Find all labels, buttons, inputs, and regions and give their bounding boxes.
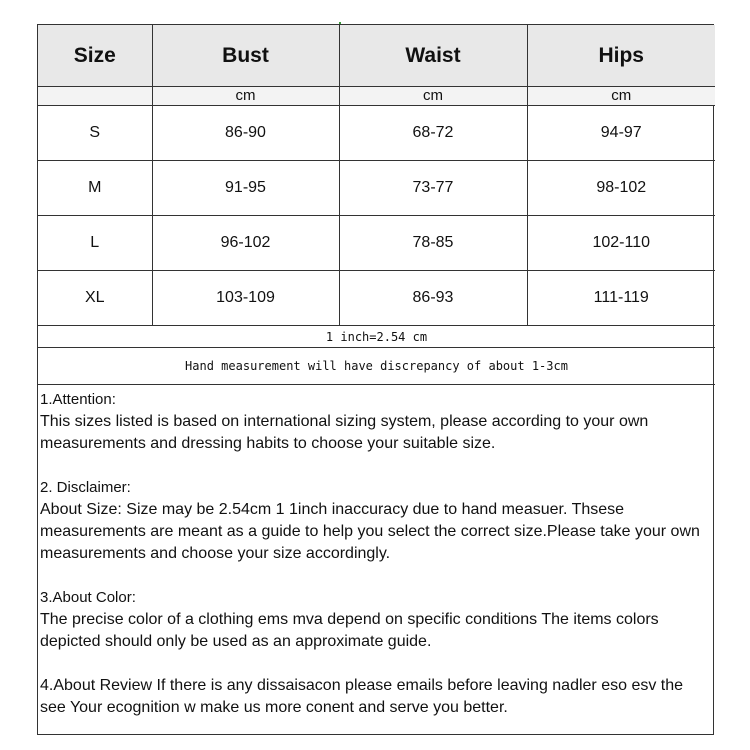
section-body: This sizes listed is based on international sizing system, please according to your own measurements and dressing habits to choose your suitable size. [40,413,649,452]
size-cell: XL [38,271,152,326]
measurement-row [38,348,715,385]
section-title: 1.Attention: [40,391,116,408]
table-row [38,216,715,271]
size-cell: L [38,216,152,271]
header-hips: Hips [527,25,715,87]
disclaimer-section [40,477,711,565]
size-cell: M [38,161,152,216]
conversion-row [38,326,715,348]
color-section [40,587,711,653]
conversion-note: 1 inch=2.54 cm [38,326,715,348]
section-body: About Size: Size may be 2.54cm 1 1inch inaccuracy due to hand measuer. Thsese measurements are meant as a guide to help you select the correct size.Please take your own measurements and choose your size accordingly. [40,501,700,562]
header-size: Size [38,25,152,87]
bust-cell: 96-102 [152,216,339,271]
waist-cell: 86-93 [339,271,527,326]
measurement-note: Hand measurement will have discrepancy of about 1-3cm [38,348,715,385]
table-row [38,161,715,216]
waist-cell: 73-77 [339,161,527,216]
review-section [40,675,711,719]
size-cell: S [38,106,152,161]
size-table [38,25,715,385]
unit-bust: cm [152,87,339,106]
section-title: 2. Disclaimer: [40,479,131,496]
attention-section [40,389,711,455]
unit-hips: cm [527,87,715,106]
header-waist: Waist [339,25,527,87]
table-row [38,106,715,161]
waist-cell: 78-85 [339,216,527,271]
unit-waist: cm [339,87,527,106]
header-bust: Bust [152,25,339,87]
unit-row [38,87,715,106]
notes-block [38,385,713,719]
hips-cell: 98-102 [527,161,715,216]
section-body: The precise color of a clothing ems mva depend on specific conditions The items colors depicted should only be used as an approximate guide. [40,611,659,650]
section-body: 4.About Review If there is any dissaisacon please emails before leaving nadler eso esv the see Your ecognition w make us more conent and serve you better. [40,677,684,716]
bust-cell: 86-90 [152,106,339,161]
hips-cell: 94-97 [527,106,715,161]
waist-cell: 68-72 [339,106,527,161]
bust-cell: 103-109 [152,271,339,326]
table-row [38,271,715,326]
hips-cell: 102-110 [527,216,715,271]
hips-cell: 111-119 [527,271,715,326]
unit-size [38,87,152,106]
bust-cell: 91-95 [152,161,339,216]
section-title: 3.About Color: [40,589,136,606]
size-chart [37,24,714,735]
header-row [38,25,715,87]
